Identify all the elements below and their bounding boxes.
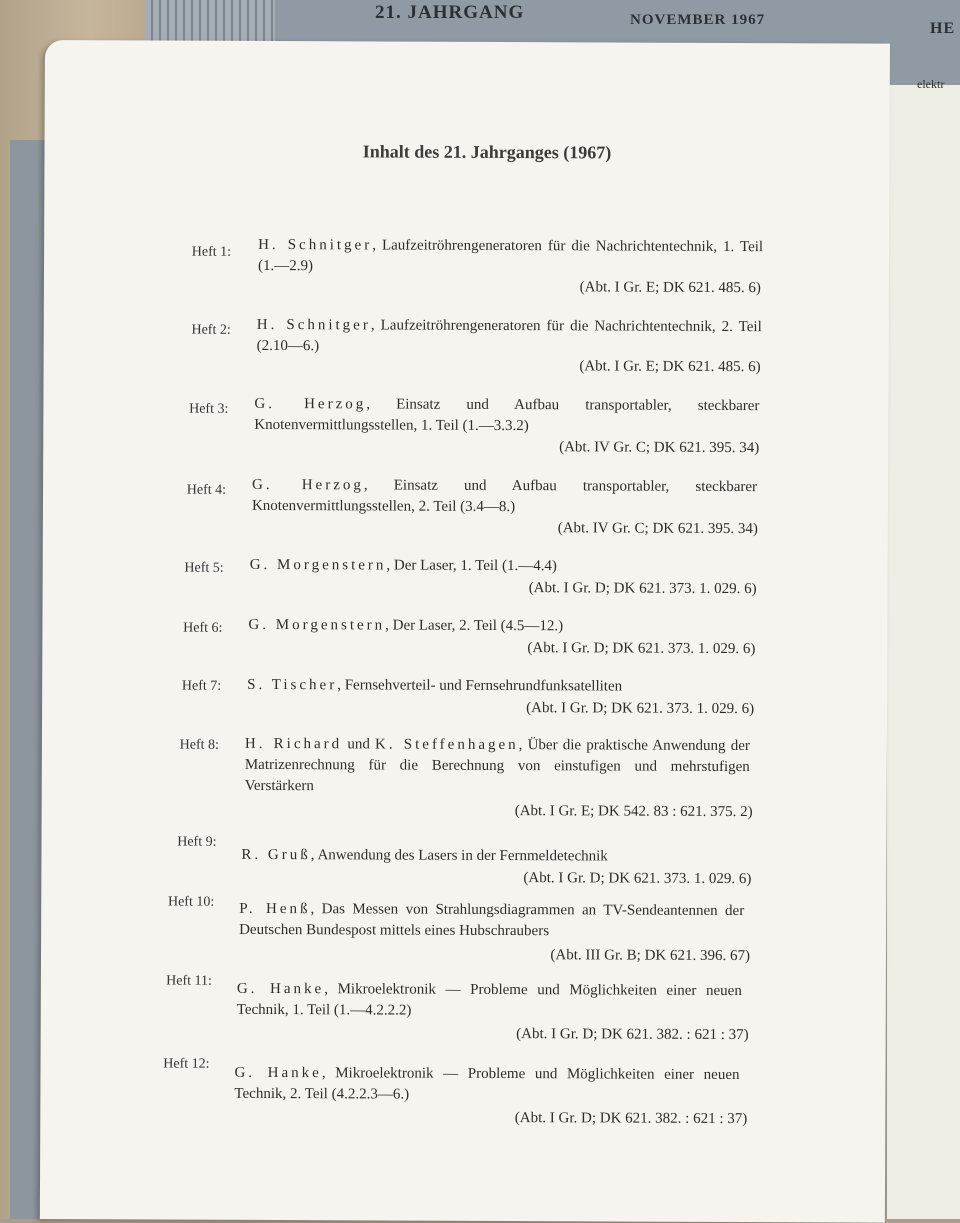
entry-title: , Einsatz und Aufbau transportabler, steckbarer Knotenvermittlungsstellen, 1. Teil (1.—3.3.2): [254, 396, 760, 435]
entry-title: , Über die praktische Anwendung der Matrizenrechnung für die Berechnung von einstufigen und mehrstufigen Verstärkern: [244, 737, 750, 795]
entry-title: , Das Messen von Strahlungsdiagrammen an TV-Sendeantennen der Deutschen Bundespost mittels eines Hubschraubers: [239, 901, 745, 940]
issue-number: Heft 9:: [177, 834, 217, 850]
issue-number: Heft 10:: [167, 894, 215, 910]
classification-ref: (Abt. I Gr. D; DK 621. 373. 1. 029. 6): [528, 580, 757, 598]
classification-ref: (Abt. I Gr. D; DK 621. 382. : 621 : 37): [516, 1026, 749, 1044]
classification-ref: (Abt. I Gr. D; DK 621. 373. 1. 029. 6): [526, 700, 755, 718]
entry-text: [234, 1063, 739, 1107]
classification-ref: (Abt. I Gr. E; DK 621. 485. 6): [579, 358, 761, 376]
author-name: K. Steffenhagen: [375, 736, 519, 754]
entry-text: [254, 394, 759, 438]
entry-text: [257, 315, 762, 359]
back-issue-fragment: HE: [930, 20, 956, 37]
issue-number: Heft 2:: [191, 322, 231, 338]
entry-text: [245, 734, 750, 799]
entry-text: [239, 899, 744, 943]
author-name: R. Gruß: [241, 846, 311, 864]
entry-text: [237, 979, 742, 1023]
classification-ref: (Abt. I Gr. E; DK 621. 485. 6): [579, 279, 761, 297]
page-title: Inhalt des 21. Jahrganges (1967): [362, 141, 612, 163]
contents-list: [40, 40, 890, 1223]
classification-ref: (Abt. I Gr. D; DK 621. 373. 1. 029. 6): [527, 640, 756, 658]
author-join: und: [342, 736, 376, 753]
classification-ref: (Abt. IV Gr. C; DK 621. 395. 34): [559, 439, 760, 457]
entry-text: [241, 845, 746, 868]
right-page: [885, 77, 960, 1219]
issue-number: Heft 3:: [189, 401, 229, 417]
issue-number: Heft 12:: [163, 1056, 210, 1072]
document-page: [40, 40, 890, 1223]
author-name: G. Hanke: [236, 980, 325, 998]
entry-title: , Einsatz und Aufbau transportabler, steckbarer Knotenvermittlungsstellen, 2. Teil (3.4—8.): [251, 477, 758, 516]
author-name: G. Hanke: [234, 1064, 322, 1082]
entry-title: , Laufzeitröhrengeneratoren für die Nachrichtentechnik, 1. Teil (1.—2.9): [257, 237, 764, 275]
entry-text: [250, 555, 755, 578]
entry-title: , Mikroelektronik — Probleme und Möglichkeiten einer neuen Technik, 1. Teil (1.—4.2.2.2): [236, 981, 742, 1019]
classification-ref: (Abt. III Gr. B; DK 621. 396. 67): [550, 947, 751, 965]
entry-title: , Anwendung des Lasers in der Fernmeldetechnik: [310, 847, 608, 865]
author-name: G. Morgenstern: [249, 556, 387, 574]
back-issue-date: NOVEMBER 1967: [630, 12, 766, 28]
issue-number: Heft 1:: [191, 244, 232, 260]
author-name: G. Morgenstern: [248, 616, 386, 634]
issue-number: Heft 7:: [181, 678, 222, 694]
entry-title: , Fernsehverteil- und Fernsehrundfunksatelliten: [337, 677, 623, 695]
right-page-fragment: elektr: [917, 77, 945, 91]
issue-number: Heft 4:: [186, 482, 227, 498]
issue-number: Heft 8:: [179, 737, 219, 753]
author-name: G. Herzog: [252, 476, 364, 494]
entry-title: , Der Laser, 1. Teil (1.—4.4): [386, 557, 557, 575]
issue-number: Heft 5:: [184, 560, 224, 576]
issue-number: Heft 11:: [166, 973, 212, 989]
entry-title: , Laufzeitröhrengeneratoren für die Nachrichtentechnik, 2. Teil (2.10—6.): [256, 317, 762, 355]
entry-text: [252, 475, 757, 519]
author-name: H. Richard: [244, 735, 343, 753]
author-name: G. Herzog: [254, 395, 367, 413]
entry-text: [258, 235, 763, 279]
classification-ref: (Abt. I Gr. D; DK 621. 373. 1. 029. 6): [523, 870, 752, 888]
author-name: H. Schnitger: [256, 316, 371, 334]
entry-text: [248, 615, 753, 638]
author-name: S. Tischer: [247, 676, 338, 694]
entry-title: , Der Laser, 2. Teil (4.5—12.): [385, 617, 564, 635]
issue-number: Heft 6:: [183, 620, 223, 636]
author-name: P. Henß: [239, 900, 311, 918]
classification-ref: (Abt. I Gr. E; DK 542. 83 : 621. 375. 2): [514, 803, 753, 821]
classification-ref: (Abt. IV Gr. C; DK 621. 395. 34): [557, 520, 758, 538]
entry-title: , Mikroelektronik — Probleme und Möglichkeiten einer neuen Technik, 2. Teil (4.2.2.3—6.): [234, 1065, 740, 1103]
author-name: H. Schnitger: [258, 236, 373, 254]
classification-ref: (Abt. I Gr. D; DK 621. 382. : 621 : 37): [514, 1110, 748, 1128]
entry-text: [247, 675, 752, 698]
back-issue-jahrgang: 21. JAHRGANG: [375, 2, 525, 23]
